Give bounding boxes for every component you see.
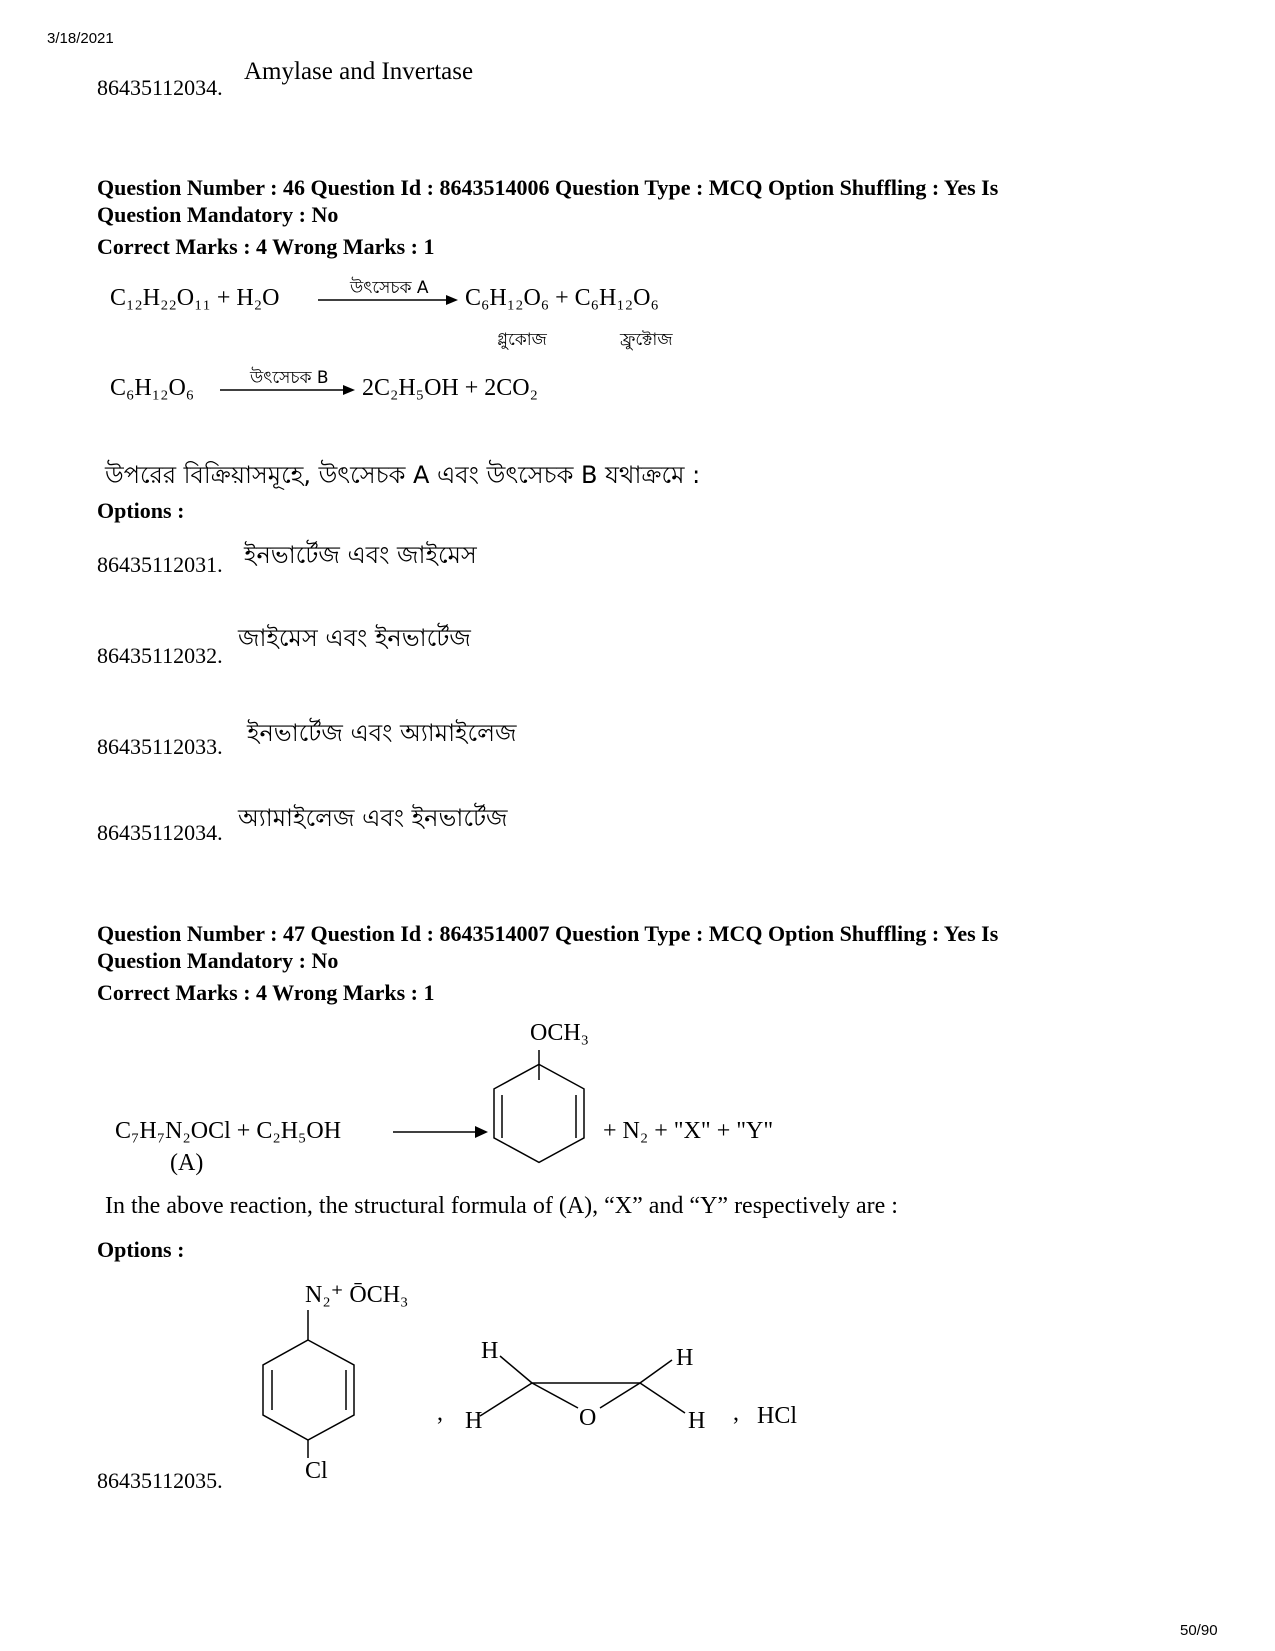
q46-question-text: উপরের বিক্রিয়াসমূহে, উৎসেচক A এবং উৎসেচক B যথাক্রমে :: [105, 461, 701, 489]
option-text: জাইমেস এবং ইনভার্টেজ: [238, 624, 471, 652]
option-number: 86435112032.: [97, 643, 223, 668]
q47-reactant-label: (A): [170, 1150, 204, 1176]
option-text: ইনভার্টেজ এবং জাইমেস: [244, 541, 477, 569]
q47-header: [97, 920, 1177, 974]
separator-comma-2: ,: [733, 1400, 739, 1426]
q47-question-text: In the above reaction, the structural formula of (A), “X” and “Y” respectively are :: [105, 1193, 898, 1219]
q46-options-label: Options :: [97, 498, 185, 523]
q46-eq2-right: 2C₂H₅OH + 2CO₂: [362, 375, 538, 401]
q46-header-line1: Question Number : 46 Question Id : 8643514006 Question Type : MCQ Option Shuffling : Yes Is: [97, 175, 999, 200]
epoxide-h-top-left: H: [481, 1338, 499, 1364]
chloro-group: Cl: [305, 1458, 328, 1484]
option-number: 86435112035.: [97, 1468, 223, 1493]
separator-comma-1: ,: [437, 1400, 443, 1426]
chlorobenzene-ring: [260, 1310, 360, 1460]
epoxide-h-bottom-left: H: [465, 1408, 483, 1434]
epoxide-h-bottom-right: H: [688, 1408, 706, 1434]
page-number: 50/90: [1180, 1622, 1218, 1639]
q46-eq1-arrow: [318, 290, 458, 310]
q46-eq2-left: C₆H₁₂O₆: [110, 375, 195, 401]
q46-header: [97, 174, 1177, 228]
option-text: অ্যামাইলেজ এবং ইনভার্টেজ: [238, 804, 508, 832]
hcl-product: HCl: [757, 1403, 798, 1429]
q46-header-line2: Question Mandatory : No: [97, 202, 339, 227]
q47-product-substituent: OCH₃: [530, 1020, 590, 1046]
q46-label-fructose: ফ্রুক্টোজ: [620, 330, 673, 350]
diazonium-group: N₂⁺ ŌCH₃: [305, 1282, 409, 1308]
q47-reactant: C₇H₇N₂OCl + C₂H₅OH: [115, 1118, 342, 1144]
q46-eq1-right: C₆H₁₂O₆ + C₆H₁₂O₆: [465, 285, 659, 311]
q47-benzene-ring: [490, 1050, 590, 1165]
option-number: 86435112034.: [97, 820, 223, 845]
q46-eq1-left: C₁₂H₂₂O₁₁ + H₂O: [110, 285, 280, 311]
q47-header-line2: Question Mandatory : No: [97, 948, 339, 973]
q47-reaction-arrow: [393, 1122, 488, 1142]
q47-products-tail: + N₂ + "X" + "Y": [603, 1118, 774, 1144]
prev-option-number: 86435112034.: [97, 75, 223, 100]
q47-header-line1: Question Number : 47 Question Id : 8643514007 Question Type : MCQ Option Shuffling : Yes Is: [97, 921, 999, 946]
option-number: 86435112033.: [97, 734, 223, 759]
option-text: ইনভার্টেজ এবং অ্যামাইলেজ: [247, 719, 517, 747]
q46-marks: Correct Marks : 4 Wrong Marks : 1: [97, 234, 435, 259]
option-number: 86435112031.: [97, 552, 223, 577]
q46-label-glucose: গ্লুকোজ: [497, 330, 547, 350]
prev-option-text: Amylase and Invertase: [244, 58, 474, 85]
q46-eq1-catalyst: উৎসেচক A: [350, 278, 429, 298]
q46-eq2-arrow: [220, 380, 355, 400]
epoxide-oxygen: O: [579, 1405, 597, 1431]
q47-marks: Correct Marks : 4 Wrong Marks : 1: [97, 980, 435, 1005]
q47-options-label: Options :: [97, 1237, 185, 1262]
q46-eq2-catalyst: উৎসেচক B: [250, 368, 329, 388]
print-date: 3/18/2021: [47, 30, 114, 47]
epoxide-h-top-right: H: [676, 1345, 694, 1371]
